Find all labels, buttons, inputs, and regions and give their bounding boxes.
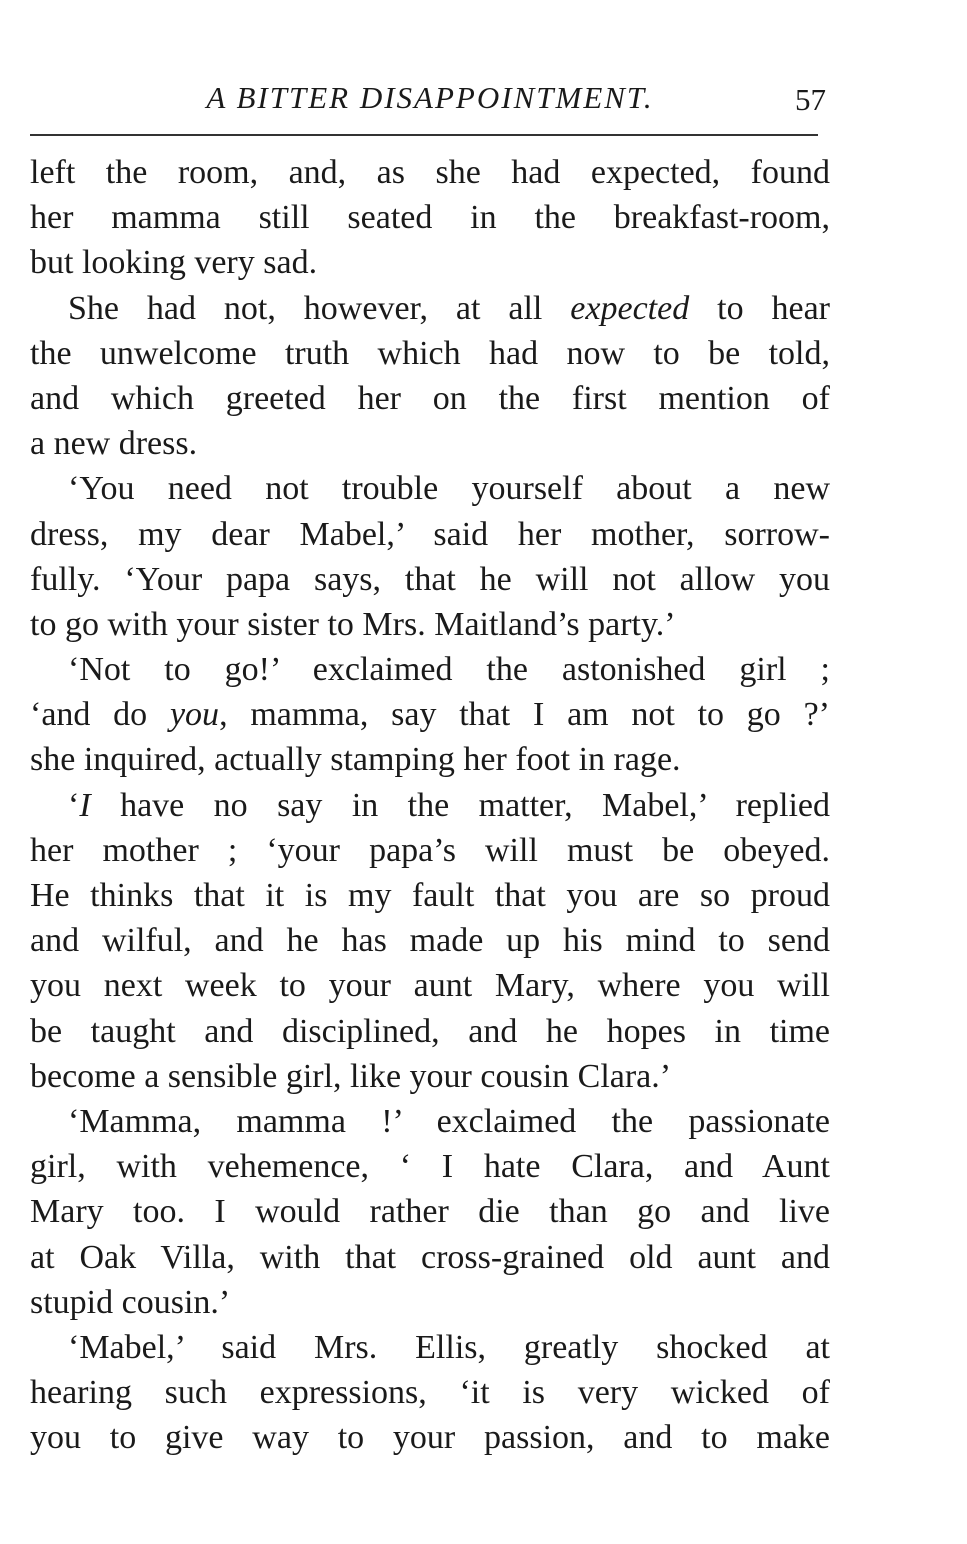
body-text bbox=[30, 150, 830, 1460]
running-title: A BITTER DISAPPOINTMENT. bbox=[206, 80, 654, 115]
text-line bbox=[30, 557, 830, 602]
line-text: she inquired, actually stamping her foot in rage. bbox=[30, 741, 681, 779]
line-text: her mother ; ‘your papa’s will must be obeyed. bbox=[30, 831, 830, 869]
line-text: ‘and do bbox=[30, 696, 170, 734]
line-text: dress, my dear Mabel,’ said her mother, sorrow- bbox=[30, 515, 830, 553]
text-line bbox=[30, 376, 830, 421]
line-text: to hear bbox=[689, 289, 830, 327]
line-text: the unwelcome truth which had now to be told, bbox=[30, 334, 830, 372]
line-text: , mamma, say that I am not to go ?’ bbox=[219, 696, 830, 734]
line-text: her mamma still seated in the breakfast-room, bbox=[30, 199, 830, 237]
text-line bbox=[30, 647, 830, 692]
line-text: ‘Not to go!’ exclaimed the astonished girl ; bbox=[68, 651, 830, 689]
text-line bbox=[30, 195, 830, 240]
text-line bbox=[30, 783, 830, 828]
text-line bbox=[30, 421, 830, 466]
line-text: ‘ bbox=[68, 786, 80, 824]
text-line bbox=[30, 602, 830, 647]
text-line bbox=[30, 1009, 830, 1054]
line-text: be taught and disciplined, and he hopes in time bbox=[30, 1012, 830, 1050]
text-line bbox=[30, 286, 830, 331]
line-text: you next week to your aunt Mary, where you will bbox=[30, 967, 830, 1005]
line-text: He thinks that it is my fault that you are so proud bbox=[30, 877, 830, 914]
emphasis-text: I bbox=[79, 786, 91, 824]
line-text: She had not, however, at all bbox=[68, 289, 571, 327]
text-line bbox=[30, 1189, 830, 1234]
text-line bbox=[30, 963, 830, 1008]
line-text: to go with your sister to Mrs. Maitland’s party.’ bbox=[30, 605, 676, 643]
line-text: at Oak Villa, with that cross-grained old aunt and bbox=[30, 1238, 830, 1276]
text-line bbox=[30, 512, 830, 557]
page-number: 57 bbox=[795, 82, 826, 117]
text-line bbox=[30, 1235, 830, 1280]
text-line bbox=[30, 466, 830, 511]
text-line bbox=[30, 1054, 830, 1099]
text-line bbox=[30, 1144, 830, 1189]
text-line bbox=[30, 1415, 830, 1460]
text-line bbox=[30, 828, 830, 873]
text-line bbox=[30, 150, 830, 195]
line-text: ‘Mabel,’ said Mrs. Ellis, greatly shocked at bbox=[68, 1328, 830, 1366]
line-text: Mary too. I would rather die than go and live bbox=[30, 1193, 830, 1231]
line-text: you to give way to your passion, and to make bbox=[30, 1419, 830, 1457]
line-text: a new dress. bbox=[30, 425, 198, 463]
text-line bbox=[30, 1325, 830, 1370]
line-text: have no say in the matter, Mabel,’ replied bbox=[90, 786, 830, 824]
line-text: ‘Mamma, mamma !’ exclaimed the passionate bbox=[68, 1102, 830, 1140]
line-text: but looking very sad. bbox=[30, 244, 318, 282]
text-line bbox=[30, 1280, 830, 1325]
line-text: ‘You need not trouble yourself about a new bbox=[68, 470, 830, 508]
line-text: fully. ‘Your papa says, that he will not allow you bbox=[30, 560, 830, 598]
line-text: and which greeted her on the first mention of bbox=[30, 379, 830, 417]
line-text: left the room, and, as she had expected, found bbox=[30, 154, 830, 191]
line-text: stupid cousin.’ bbox=[30, 1283, 231, 1321]
text-line bbox=[30, 737, 830, 782]
text-line bbox=[30, 873, 830, 918]
line-text: girl, with vehemence, ‘ I hate Clara, and Aunt bbox=[30, 1148, 830, 1186]
emphasis-text: expected bbox=[570, 289, 690, 327]
text-line bbox=[30, 918, 830, 963]
line-text: and wilful, and he has made up his mind to send bbox=[30, 922, 830, 960]
text-line bbox=[30, 240, 830, 285]
text-line bbox=[30, 1099, 830, 1144]
line-text: hearing such expressions, ‘it is very wicked of bbox=[30, 1374, 830, 1412]
header-rule bbox=[30, 134, 818, 136]
text-line bbox=[30, 1370, 830, 1415]
text-line bbox=[30, 692, 830, 737]
line-text: become a sensible girl, like your cousin Clara.’ bbox=[30, 1057, 672, 1095]
emphasis-text: you bbox=[169, 696, 220, 734]
text-line bbox=[30, 331, 830, 376]
